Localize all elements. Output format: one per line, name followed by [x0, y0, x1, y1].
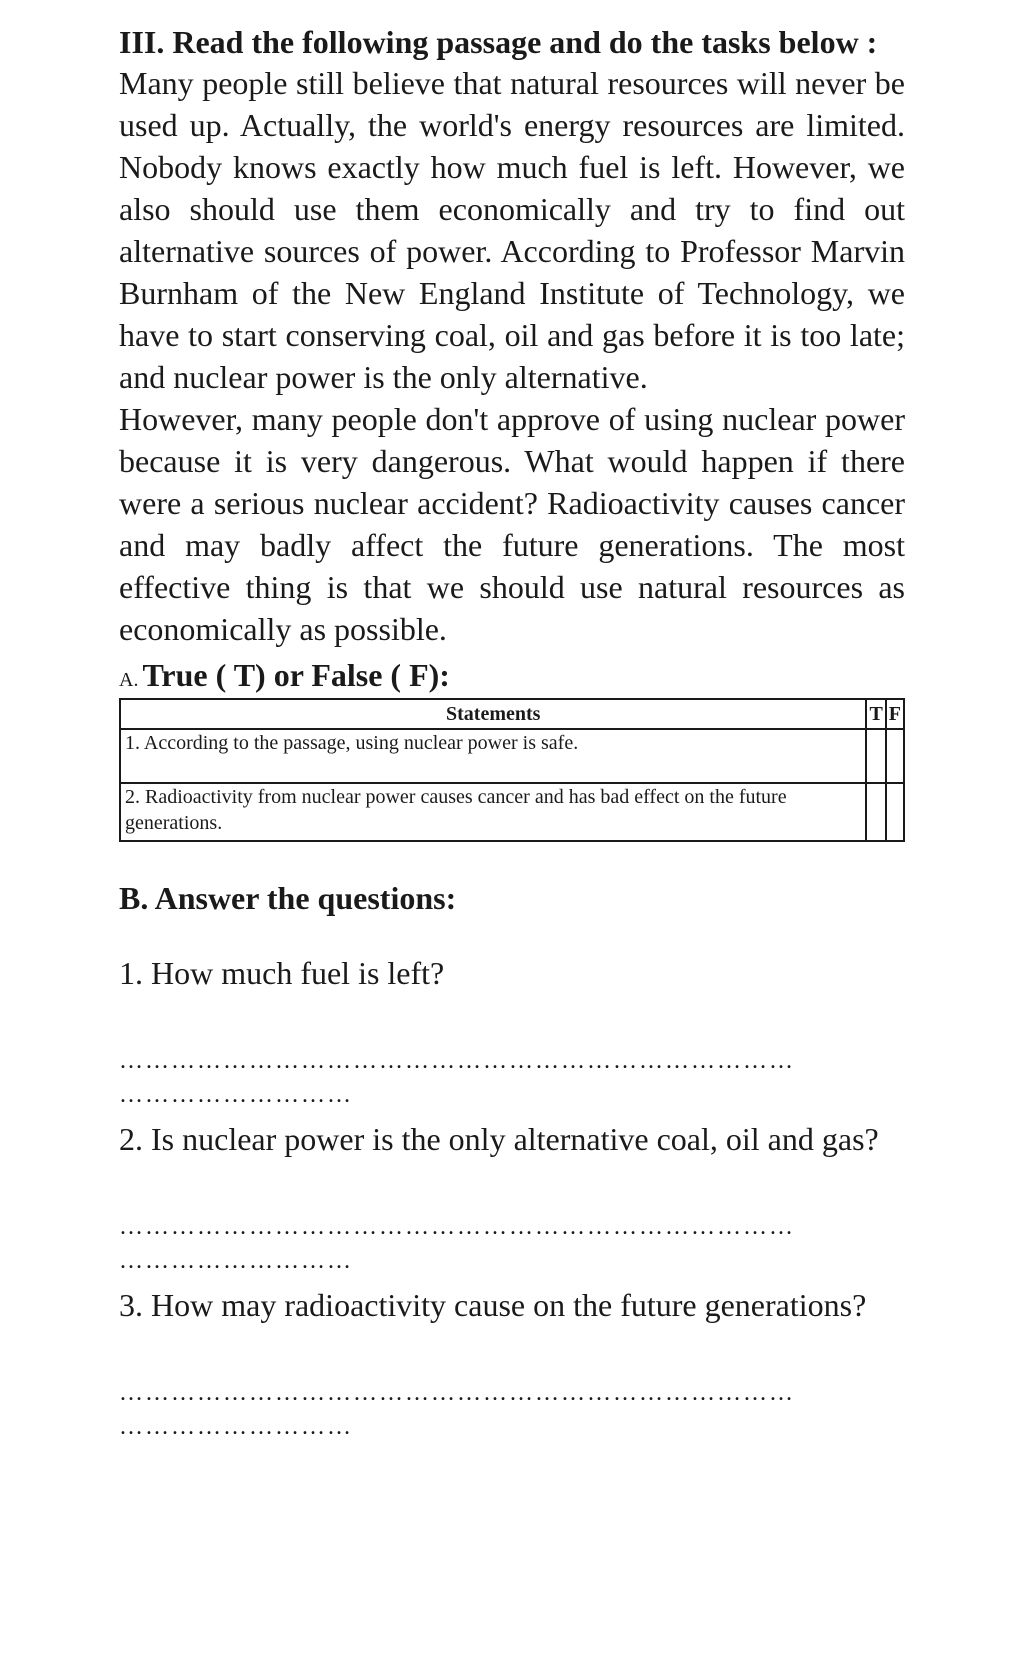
header-statements: Statements	[120, 699, 866, 729]
statement-2: 2. Radioactivity from nuclear power causes cancer and has bad effect on the future generations.	[120, 783, 866, 841]
table-row	[120, 729, 904, 783]
exercise-heading: III. Read the following passage and do the tasks below :	[119, 24, 878, 60]
section-b-title: B. Answer the questions:	[119, 880, 457, 916]
answer-line-1a[interactable]: ……………………………………………………………………	[119, 1048, 795, 1074]
question-3: 3. How may radioactivity cause on the future generations?	[119, 1287, 867, 1323]
answer-line-3a[interactable]: ……………………………………………………………………	[119, 1380, 795, 1406]
table-header-row	[120, 699, 904, 729]
section-a-letter: A.	[119, 669, 139, 691]
header-true: T	[866, 699, 885, 729]
question-1: 1. How much fuel is left?	[119, 955, 445, 991]
statement-1-false-cell[interactable]	[886, 729, 904, 783]
section-a-title-text: True ( T) or False ( F):	[142, 657, 450, 693]
worksheet-page	[119, 22, 905, 1440]
statement-2-false-cell[interactable]	[886, 783, 904, 841]
passage-paragraph-1: Many people still believe that natural resources will never be used up. Actually, the world's energy resources are limited. Nobody knows exactly how much fuel is left. However, we also should use them economically and try to find out alternative sources of power. According to Professor Marvin Burnham of the New England Institute of Technology, we have to start conserving coal, oil and gas before it is too late; and nuclear power is the only alternative.	[119, 65, 905, 395]
reading-passage	[119, 62, 905, 650]
answer-line-2a[interactable]: ……………………………………………………………………	[119, 1214, 795, 1240]
passage-paragraph-2: However, many people don't approve of using nuclear power because it is very dangerous. What would happen if there were a serious nuclear accident? Radioactivity causes cancer and may badly affect the future generations. The most effective thing is that we should use natural resources as economically as possible.	[119, 401, 905, 647]
answer-line-3b[interactable]: ………………………	[119, 1414, 353, 1440]
question-2: 2. Is nuclear power is the only alternative coal, oil and gas?	[119, 1121, 879, 1157]
statement-1: 1. According to the passage, using nuclear power is safe.	[120, 729, 866, 783]
true-false-table	[119, 698, 905, 842]
header-false: F	[886, 699, 904, 729]
statement-1-true-cell[interactable]	[866, 729, 885, 783]
table-row	[120, 783, 904, 841]
answer-line-2b[interactable]: ………………………	[119, 1248, 353, 1274]
answer-line-1b[interactable]: ………………………	[119, 1082, 353, 1108]
statement-2-true-cell[interactable]	[866, 783, 885, 841]
section-a-title	[119, 654, 905, 696]
